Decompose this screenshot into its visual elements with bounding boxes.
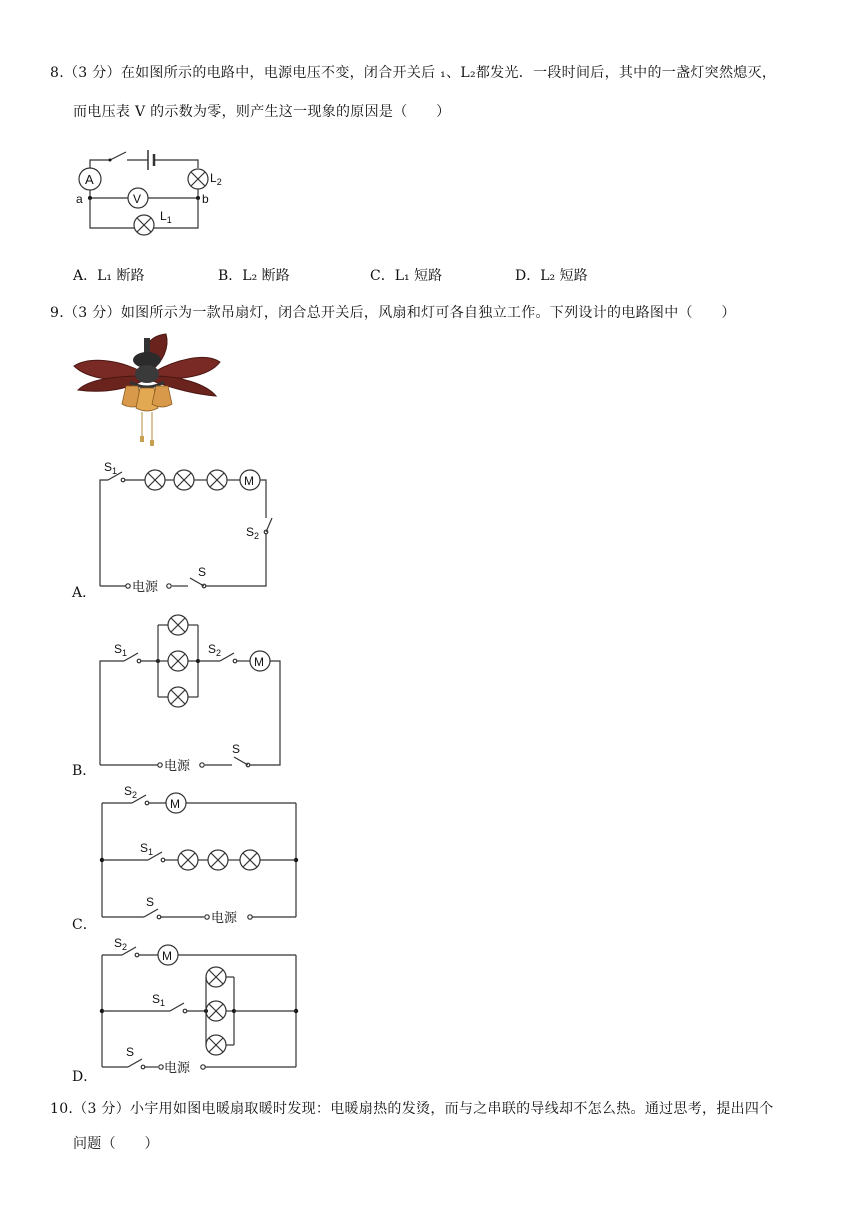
q9c-lamp-3 [240, 850, 260, 870]
q9d-lamp-1 [206, 967, 226, 987]
q9d-s1-label: $S_1$ [152, 992, 166, 1008]
svg-text:M: M [244, 474, 254, 488]
q10-text-line1: 10.（3 分）小宇用如图电暖扇取暖时发现：电暖扇热的发烫，而与之串联的导线却不怎么热。通过思考，提出四个 [50, 1101, 774, 1117]
q9d-lamp-3 [206, 1035, 226, 1055]
ceiling-fan-light-image [70, 330, 225, 448]
q8-option-d[interactable]: D．L₂ 短路 [515, 268, 588, 284]
q9a-s2-label: $S_2$ [246, 525, 260, 541]
q9a-s1-label: $S_1$ [104, 460, 118, 476]
q9a-motor [240, 470, 260, 490]
q9c-motor [166, 793, 186, 813]
q9c-lamp-1 [178, 850, 198, 870]
q8-circuit-figure [70, 140, 230, 240]
q9a-lamp-3 [207, 470, 227, 490]
q9-circuit-c [90, 785, 305, 925]
q9c-s2-label: $S_2$ [124, 784, 138, 800]
q9c-s-label: S [146, 895, 155, 909]
q8-l2-label: $L_2$ [210, 171, 222, 187]
q9b-s2-label: $S_2$ [208, 642, 222, 658]
q9-option-d-letter[interactable]: D． [72, 1069, 98, 1085]
svg-text:M: M [162, 949, 172, 963]
q9a-s-label: S [198, 565, 207, 579]
q9b-s1-label: $S_1$ [114, 642, 128, 658]
q8-text-line2: 而电压表 V 的示数为零，则产生这一现象的原因是（ ） [73, 104, 451, 120]
q9a-lamp-1 [145, 470, 165, 490]
svg-text:M: M [170, 797, 180, 811]
q9c-lamp-2 [208, 850, 228, 870]
q8-voltmeter-label: V [133, 192, 142, 206]
q9d-s2-label: $S_2$ [114, 936, 128, 952]
q8-node-b: b [202, 192, 209, 206]
q9b-motor [250, 651, 270, 671]
q9c-power-label: 电源 [211, 910, 238, 925]
q9d-power-label: 电源 [164, 1060, 191, 1075]
q9d-s-label: S [126, 1045, 135, 1059]
q10-text-line2: 问题（ ） [73, 1136, 159, 1152]
q8-ammeter-label: A [85, 172, 94, 187]
q9-option-b-letter[interactable]: B． [72, 763, 97, 779]
q9d-lamp-2 [206, 1001, 226, 1021]
q9a-lamp-2 [174, 470, 194, 490]
svg-text:M: M [254, 655, 264, 669]
q9c-s1-label: $S_1$ [140, 841, 154, 857]
q8-l1-label: $L_1$ [160, 209, 172, 225]
q9-text-line1: 9.（3 分）如图所示为一款吊扇灯，闭合总开关后，风扇和灯可各自独立工作。下列设计的电路图中（ ） [50, 305, 736, 321]
q9-circuit-b [90, 605, 290, 775]
q8-node-a: a [76, 192, 83, 206]
q9d-motor [158, 945, 178, 965]
q9b-lamp-3 [168, 687, 188, 707]
q9-option-a-letter[interactable]: A． [72, 585, 97, 601]
q9-circuit-a [90, 460, 290, 600]
q9a-power-label: 电源 [132, 579, 159, 594]
q9b-lamp-1 [168, 615, 188, 635]
q9b-power-label: 电源 [164, 758, 191, 773]
q9-option-c-letter[interactable]: C． [72, 917, 97, 933]
q8-option-b[interactable]: B．L₂ 断路 [218, 268, 290, 284]
q9-circuit-d [90, 935, 305, 1075]
q9b-lamp-2 [168, 651, 188, 671]
q8-option-a[interactable]: A．L₁ 断路 [73, 268, 145, 284]
q8-text-line1: 8.（3 分）在如图所示的电路中，电源电压不变，闭合开关后 ₁、L₂都发光．一段时间后，其中的一盏灯突然熄灭， [50, 65, 777, 81]
q8-option-c[interactable]: C．L₁ 短路 [370, 268, 443, 284]
q9b-s-label: S [232, 742, 241, 756]
